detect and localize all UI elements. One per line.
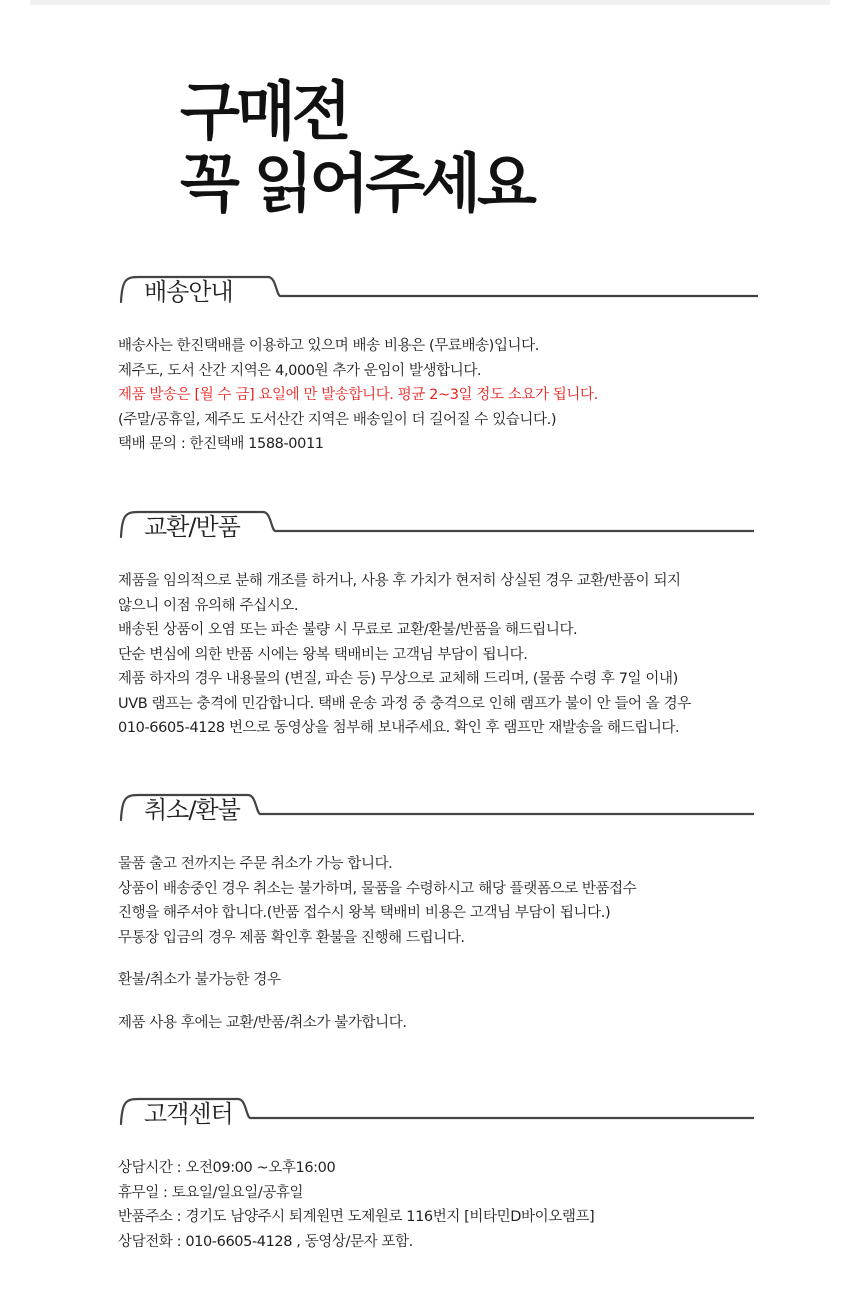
- body-text-line: 않으니 이점 유의해 주십시오.: [118, 597, 299, 614]
- body-text-line: 단순 변심에 의한 반품 시에는 왕복 택배비는 고객님 부담이 됩니다.: [118, 646, 528, 663]
- section-title: 배송안내: [144, 278, 233, 306]
- body-text-line: 상담전화 : 010-6605-4128 , 동영상/문자 포함.: [118, 1233, 413, 1250]
- body-text-line: 물품 출고 전까지는 주문 취소가 가능 합니다.: [118, 856, 393, 872]
- body-text-line: 제주도, 도서 산간 지역은 4,000원 추가 운임이 발생합니다.: [118, 362, 482, 379]
- section-title: 교환/반품: [144, 513, 240, 541]
- section-body: [118, 569, 758, 741]
- body-text-line: 제품을 임의적으로 분해 개조를 하거나, 사용 후 가치가 현저히 상실된 경우 교환/반품이 되지: [118, 573, 681, 589]
- section-header: [118, 1094, 758, 1134]
- headline-line-2: 꼭 읽어주세요: [180, 145, 533, 222]
- body-text-line: 상품이 배송중인 경우 취소는 불가하며, 물품을 수령하시고 해당 플랫폼으로 반품접수: [118, 880, 637, 897]
- body-text-line: 제품 사용 후에는 교환/반품/취소가 불가합니다.: [118, 1014, 407, 1031]
- body-text-line: UVB 램프는 충격에 민감합니다. 택배 운송 과정 중 충격으로 인해 램프가 불이 안 들어 올 경우: [118, 695, 691, 712]
- cancel-refund-section: [118, 790, 758, 1035]
- body-text-line: 휴무일 : 토요일/일요일/공휴일: [118, 1184, 304, 1201]
- body-text-line: 배송된 상품이 오염 또는 파손 불량 시 무료로 교환/환불/반품을 해드립니다.: [118, 622, 578, 638]
- highlight-notice-line: 제품 발송은 [월 수 금] 요일에 만 발송합니다. 평균 2~3일 정도 소요가 됩니다.: [118, 387, 598, 403]
- section-body: [118, 334, 758, 457]
- body-text-line: 상담시간 : 오전09:00 ~오후16:00: [118, 1160, 336, 1176]
- body-text-line: 배송사는 한진택배를 이용하고 있으며 배송 비용은 (무료배송)입니다.: [118, 338, 539, 354]
- page-headline: [180, 73, 533, 222]
- body-text-line: 진행을 해주셔야 합니다.(반품 접수시 왕복 택배비 비용은 고객님 부담이 됩니다.): [118, 905, 611, 921]
- body-text-line: 택배 문의 : 한진택배 1588-0011: [118, 436, 324, 452]
- top-band: [30, 0, 830, 5]
- paragraph-gap: [118, 993, 758, 1011]
- section-title: 고객센터: [144, 1100, 233, 1128]
- section-header: [118, 790, 758, 830]
- body-text-line: 환불/취소가 불가능한 경우: [118, 972, 281, 988]
- paragraph-gap: [118, 950, 758, 968]
- section-header: [118, 272, 758, 312]
- exchange-return-section: [118, 507, 758, 741]
- customer-center-section: [118, 1094, 758, 1254]
- body-text-line: 010-6605-4128 번으로 동영상을 첨부해 보내주세요. 확인 후 램프만 재발송을 해드립니다.: [118, 720, 680, 736]
- section-header: [118, 507, 758, 547]
- section-body: [118, 1156, 758, 1254]
- body-text-line: 무통장 입금의 경우 제품 확인후 환불을 진행해 드립니다.: [118, 929, 465, 946]
- section-title: 취소/환불: [144, 796, 240, 824]
- body-text-line: (주말/공휴일, 제주도 도서산간 지역은 배송일이 더 길어질 수 있습니다.): [118, 411, 557, 428]
- body-text-line: 반품주소 : 경기도 남양주시 퇴계원면 도제원로 116번지 [비타민D바이오램프]: [118, 1209, 595, 1225]
- body-text-line: 제품 하자의 경우 내용물의 (변질, 파손 등) 무상으로 교체해 드리며, (물품 수령 후 7일 이내): [118, 671, 678, 687]
- section-body: [118, 852, 758, 1035]
- shipping-info-section: [118, 272, 758, 457]
- headline-line-1: 구매전: [180, 73, 348, 150]
